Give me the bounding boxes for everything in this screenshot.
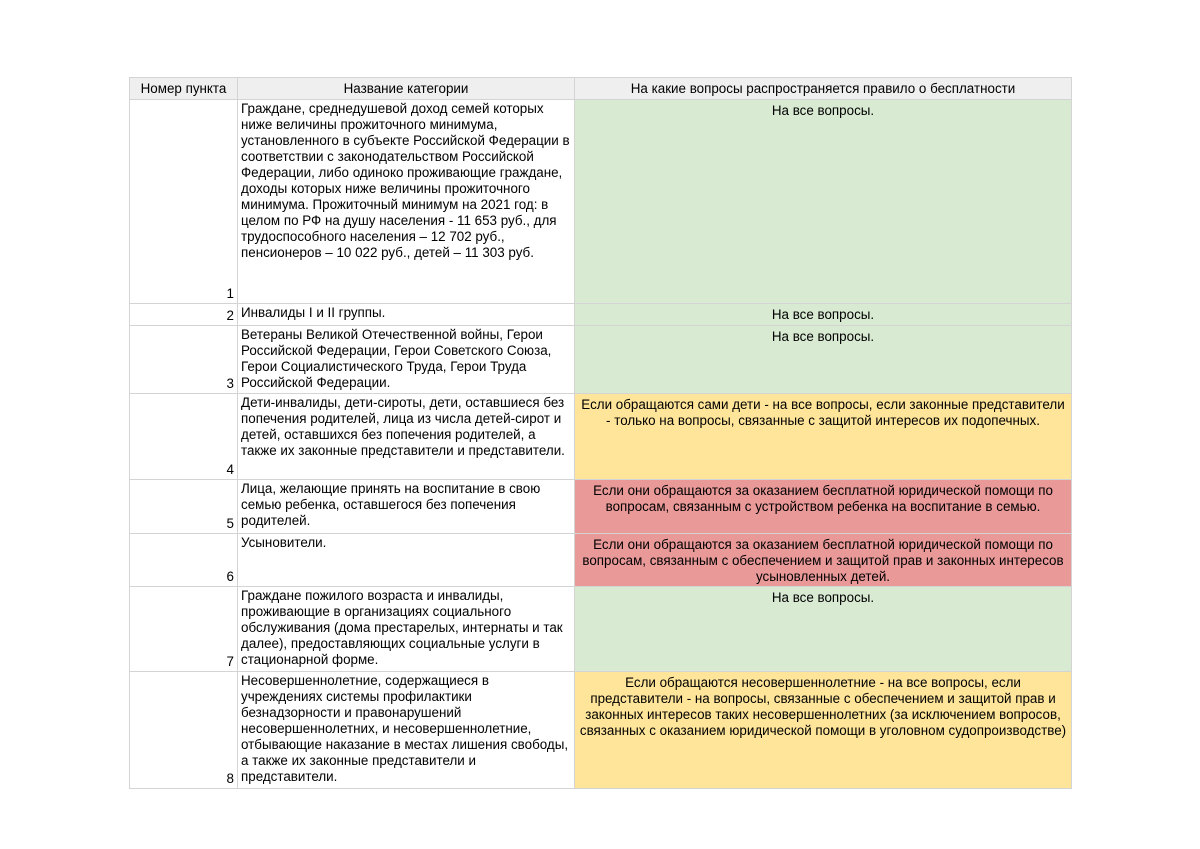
rule-cell: Если они обращаются за оказанием бесплатной юридической помощи по вопросам, связанным с обеспечением и защитой прав и законных интересов усыновленных детей. xyxy=(575,534,1072,587)
category-cell: Граждане пожилого возраста и инвалиды, проживающие в организациях социального обслуживания (дома престарелых, интернаты и так далее), предоставляющих социальные услуги в стационарной форме. xyxy=(238,587,575,672)
table-row xyxy=(130,480,1072,534)
legal-aid-table xyxy=(129,77,1072,789)
rule-cell: На все вопросы. xyxy=(575,100,1072,304)
row-number: 8 xyxy=(130,672,238,789)
row-number: 6 xyxy=(130,534,238,587)
row-number: 1 xyxy=(130,100,238,304)
header-number: Номер пункта xyxy=(130,78,238,100)
rule-cell: Если обращаются несовершеннолетние - на все вопросы, если представители - на вопросы, связанные с обеспечением и защитой прав и законных интересов таких несовершеннолетних (за исключением вопросов, связанных с оказанием юридической помощи в уголовном судопроизводстве) xyxy=(575,672,1072,789)
table-row xyxy=(130,326,1072,394)
row-number: 5 xyxy=(130,480,238,534)
table-row xyxy=(130,534,1072,587)
table-row xyxy=(130,100,1072,304)
table-row xyxy=(130,304,1072,326)
row-number: 4 xyxy=(130,394,238,480)
category-cell: Ветераны Великой Отечественной войны, Герои Российской Федерации, Герои Советского Союза, Герои Социалистического Труда, Герои Труда Российской Федерации. xyxy=(238,326,575,394)
category-cell: Усыновители. xyxy=(238,534,575,587)
rule-cell: Если они обращаются за оказанием бесплатной юридической помощи по вопросам, связанным с устройством ребенка на воспитание в семью. xyxy=(575,480,1072,534)
table-row xyxy=(130,394,1072,480)
category-cell: Лица, желающие принять на воспитание в свою семью ребенка, оставшегося без попечения родителей. xyxy=(238,480,575,534)
category-cell: Дети-инвалиды, дети-сироты, дети, оставшиеся без попечения родителей, лица из числа детей-сирот и детей, оставшихся без попечения родителей, а также их законные представители и представители. xyxy=(238,394,575,480)
row-number: 3 xyxy=(130,326,238,394)
rule-cell: Если обращаются сами дети - на все вопросы, если законные представители - только на вопросы, связанные с защитой интересов их подопечных. xyxy=(575,394,1072,480)
table-row xyxy=(130,672,1072,789)
row-number: 2 xyxy=(130,304,238,326)
category-cell: Несовершеннолетние, содержащиеся в учреждениях системы профилактики безнадзорности и правонарушений несовершеннолетних, и несовершеннолетние, отбывающие наказание в местах лишения свободы, а также их законные представители и представители. xyxy=(238,672,575,789)
header-category: Название категории xyxy=(238,78,575,100)
header-rule: На какие вопросы распространяется правило о бесплатности xyxy=(575,78,1072,100)
header-row xyxy=(130,78,1072,100)
category-cell: Инвалиды I и II группы. xyxy=(238,304,575,326)
category-cell: Граждане, среднедушевой доход семей которых ниже величины прожиточного минимума, установленного в субъекте Российской Федерации в соответствии с законодательством Российской Федерации, либо одиноко проживающие граждане, доходы которых ниже величины прожиточного минимума. Прожиточный минимум на 2021 год: в целом по РФ на душу населения - 11 653 руб., для трудоспособного населения – 12 702 руб., пенсионеров – 10 022 руб., детей – 11 303 руб. xyxy=(238,100,575,304)
row-number: 7 xyxy=(130,587,238,672)
rule-cell: На все вопросы. xyxy=(575,326,1072,394)
rule-cell: На все вопросы. xyxy=(575,304,1072,326)
table-row xyxy=(130,587,1072,672)
rule-cell: На все вопросы. xyxy=(575,587,1072,672)
